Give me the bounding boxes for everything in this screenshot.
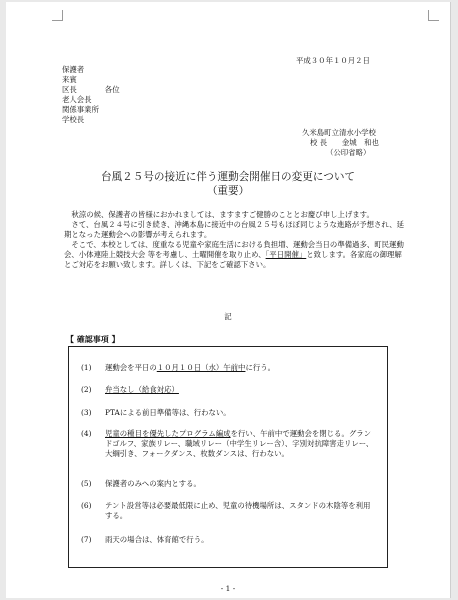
recipient-item-label: 区長 bbox=[62, 85, 77, 94]
crop-mark-top-right bbox=[428, 10, 439, 21]
body-paragraph: さて、台風２４号に引き続き、沖縄本島に接近中の台風２５号もほぼ同じような進路が予想され、延期となった運動会への影響が考えられます。 bbox=[64, 220, 404, 239]
document-date: 平成３０年１０月２日 bbox=[296, 56, 370, 65]
seal-note: （公印省略） bbox=[326, 148, 371, 157]
recipient-suffix: 各位 bbox=[104, 85, 120, 94]
title-line-1: 台風２５号の接近に伴う運動会開催日の変更について bbox=[100, 171, 356, 183]
recipient-list bbox=[62, 65, 120, 125]
recipient-item: 保護者 bbox=[62, 65, 85, 74]
sender-school: 久米島町立清水小学校 bbox=[302, 128, 376, 137]
recipient-item: 学校長 bbox=[62, 115, 85, 124]
document-page bbox=[6, 2, 451, 598]
recipient-item: 来賓 bbox=[62, 75, 77, 84]
recipient-item bbox=[62, 85, 120, 95]
recipient-item: 関係事業所 bbox=[62, 105, 99, 114]
title-line-2: （重要） bbox=[206, 185, 250, 197]
body-paragraph: そこで、本校としては、度重なる児童や家庭生活における負担増、運動会当日の準備過多、町民運動会、小体連陸上競技大会 等を考慮し、土曜開催を取り止め、「平日開催」と致します。各家庭の御理解とご対応をお願い致します。詳しくは、下記をご確認下さい。 bbox=[64, 240, 404, 269]
confirmation-box: (1) 運動会を平日の１０月１０日（水）午前中に行う。 (2) 弁当なし（給食対応） (3) PTAによる前日準備等は、行わない。 (4) 児童の種目を優先したプログラム編成を行い、午前中で運動会を閉じる。グランドゴルフ、家族リレー、職域リレー（中学生リレー含）、字別対抗障害走リレー、大綱引き、フォークダンス、枚数ダンスは、行わない。 (5) 保護者のみへの案内とする。 (6) テント設営等は必要最低限に止め、児童の待機場所は、スタンドの木陰等を利用する。 (7) 雨天の場合は、体育館で行う。 bbox=[68, 346, 388, 568]
recipient-item: 老人会長 bbox=[62, 95, 92, 104]
document-title bbox=[6, 170, 450, 198]
section-header: 【 確認事項 】 bbox=[66, 334, 120, 344]
sender-principal: 校 長 金城 和也 bbox=[310, 138, 379, 147]
sender-block bbox=[302, 128, 379, 158]
weekday-emphasis: 「平日開催」 bbox=[265, 250, 307, 259]
crop-mark-top-left bbox=[52, 10, 63, 21]
body-paragraph: 秋涼の候、保護者の皆様におかれましては、ますますご健勝のこととお慶び申し上げます。 bbox=[71, 210, 374, 219]
document-body bbox=[64, 210, 404, 270]
page-number: - 1 - bbox=[220, 584, 236, 593]
ki-label: 記 bbox=[224, 312, 232, 321]
